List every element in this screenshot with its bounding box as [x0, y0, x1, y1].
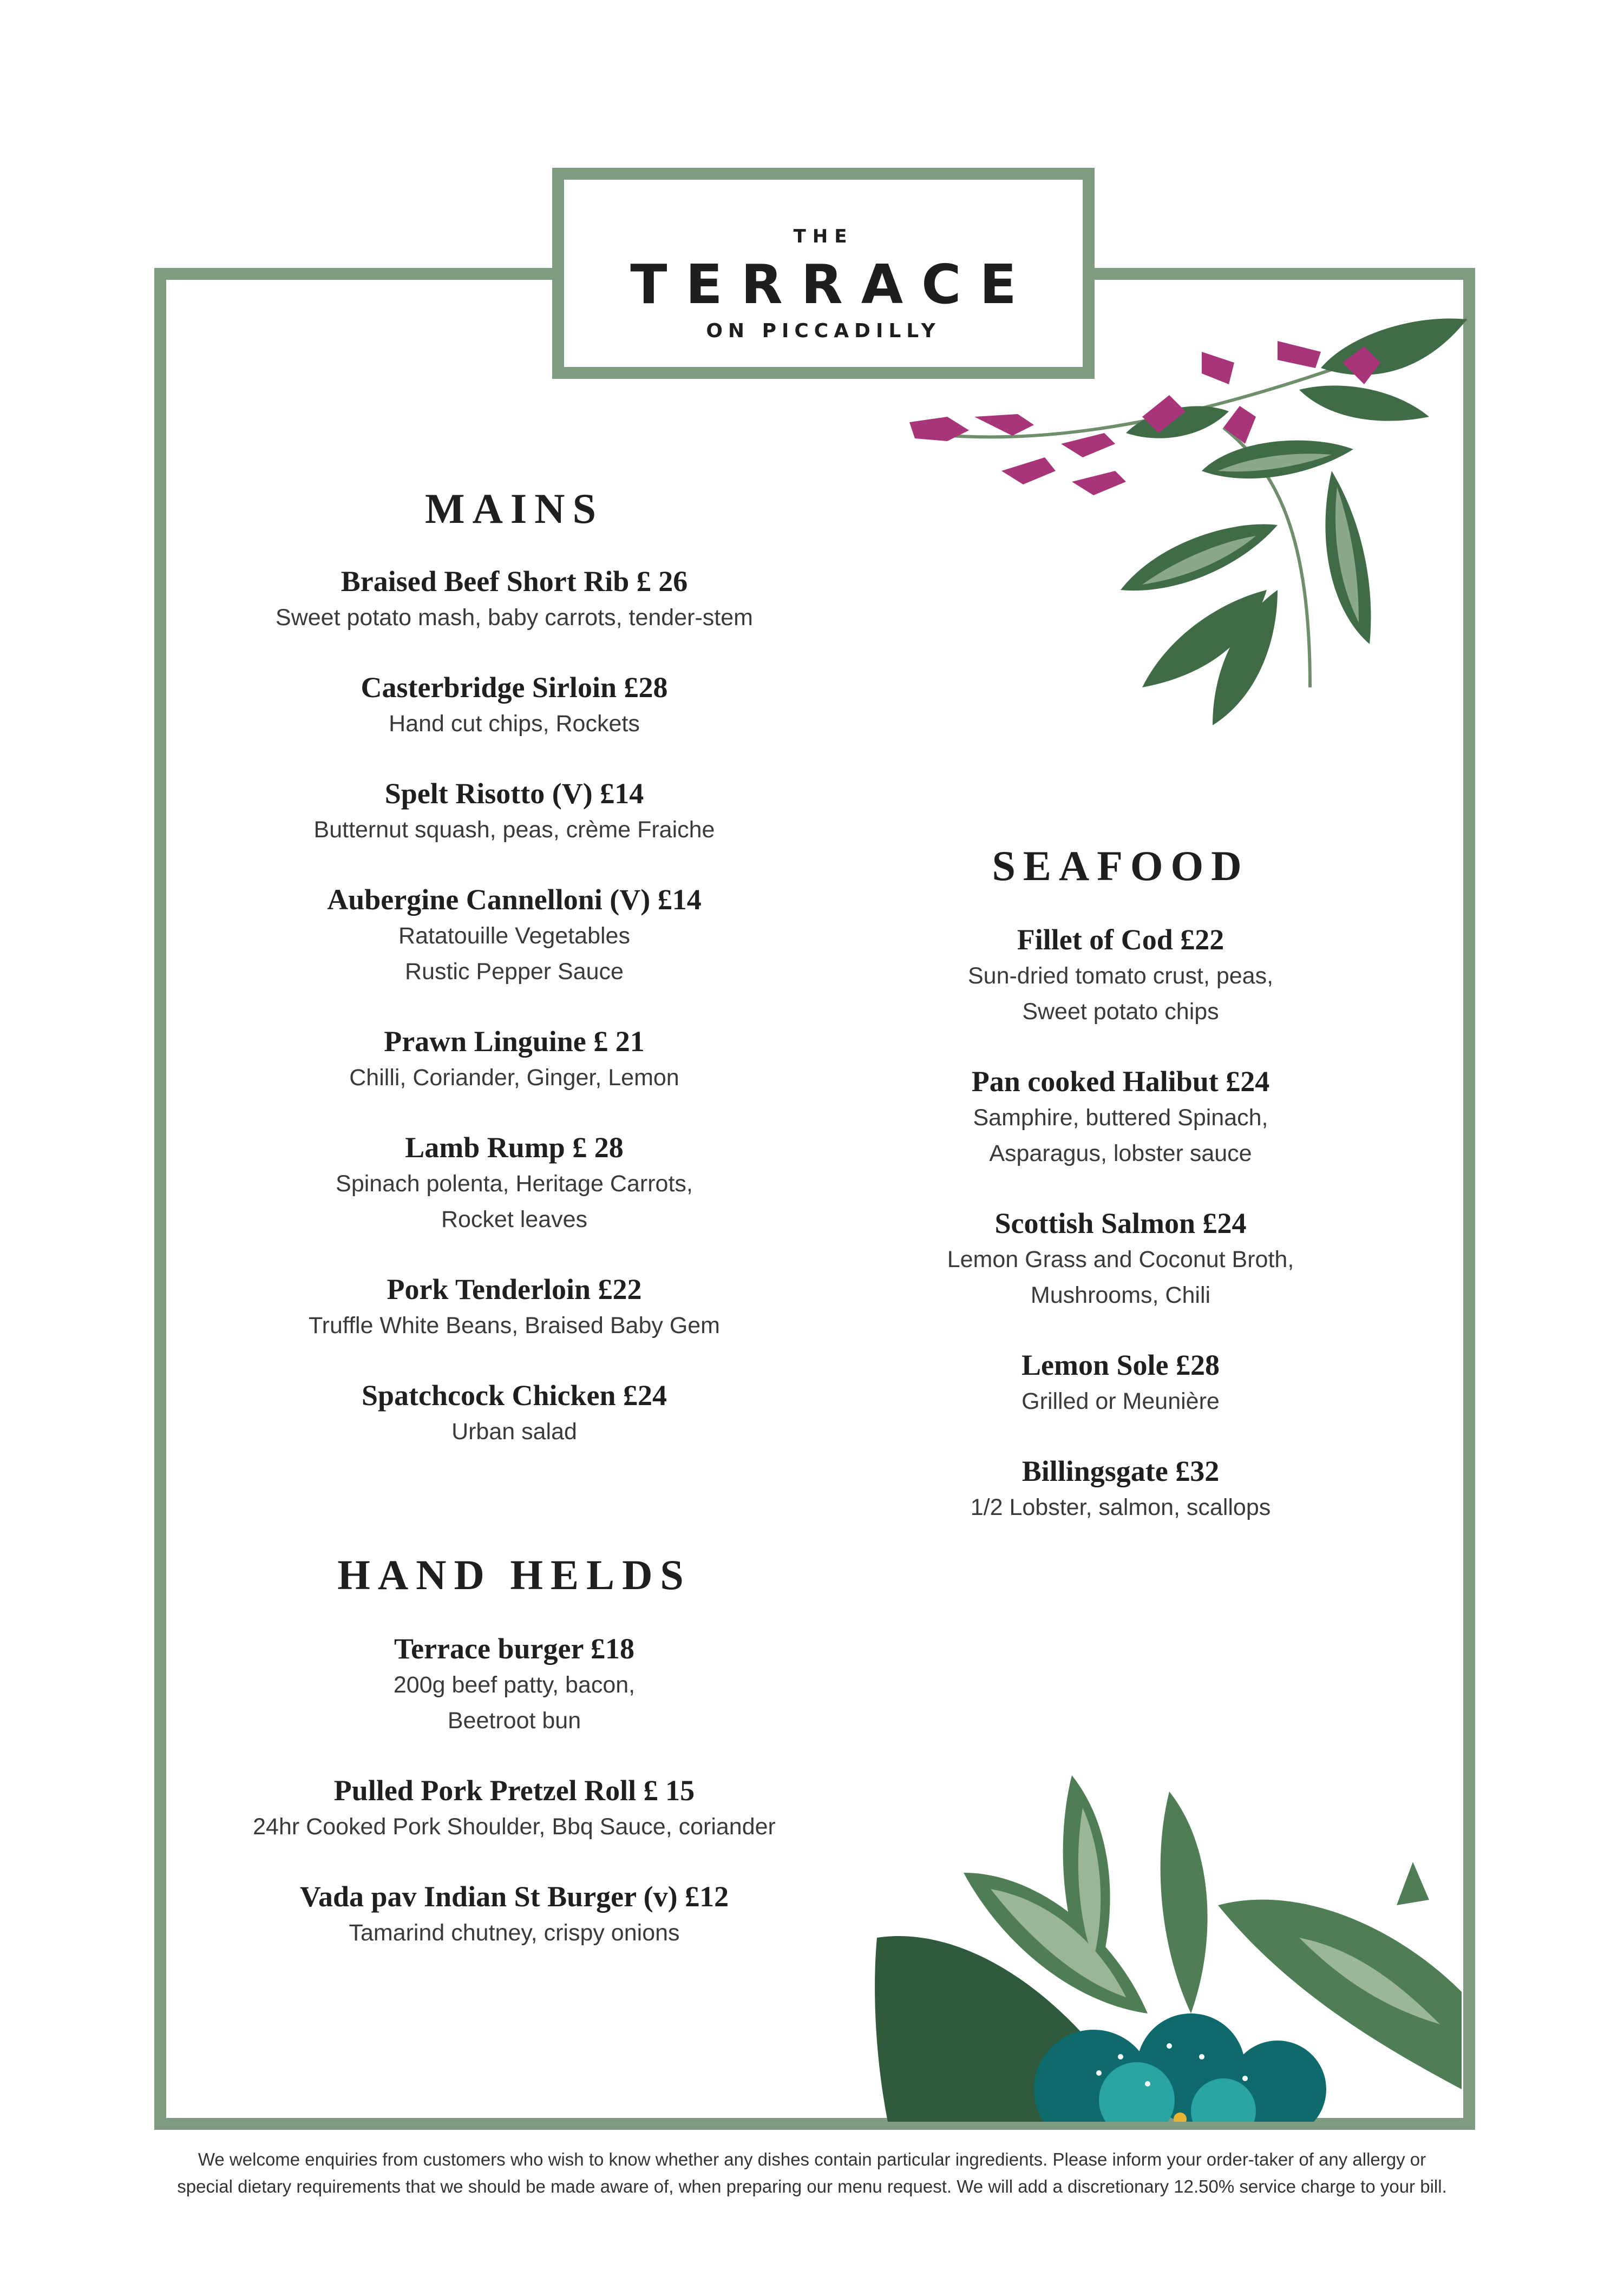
dish-description: Truffle White Beans, Braised Baby Gem [309, 1313, 720, 1339]
dish-description: Urban salad [451, 1419, 577, 1445]
dish-description: Tamarind chutney, crispy onions [349, 1920, 680, 1946]
logo-on-piccadilly: ON PICCADILLY [706, 320, 941, 342]
dish [206, 1271, 823, 1343]
dish-name: Aubergine Cannelloni (V) £14 [327, 883, 702, 916]
dish [206, 881, 823, 989]
dish [844, 1347, 1397, 1419]
dish-description: Samphire, buttered Spinach, [973, 1105, 1268, 1131]
dish-description: Ratatouille Vegetables [398, 923, 630, 949]
allergy-notice [108, 2146, 1516, 2200]
mains-heading: MAINS [424, 485, 604, 532]
dish [844, 921, 1397, 1029]
dish-name: Spatchcock Chicken £24 [361, 1379, 667, 1412]
dish-description: Asparagus, lobster sauce [989, 1140, 1252, 1166]
dish-description: Mushrooms, Chili [1030, 1282, 1211, 1308]
dish-name: Pan cooked Halibut £24 [971, 1065, 1270, 1098]
dish-description: 200g beef patty, bacon, [393, 1672, 636, 1698]
logo-the: THE [793, 226, 854, 247]
dish-name: Prawn Linguine £ 21 [384, 1025, 645, 1058]
dish [195, 1630, 834, 1739]
dish [195, 1772, 834, 1845]
dish [844, 1205, 1397, 1313]
dish-description: Sweet potato chips [1022, 999, 1219, 1025]
dish-name: Billingsgate £32 [1021, 1455, 1220, 1487]
dish-name: Fillet of Cod £22 [1017, 923, 1224, 956]
dish-description: Grilled or Meunière [1021, 1388, 1220, 1414]
dish-description: Hand cut chips, Rockets [389, 711, 640, 737]
dish-name: Pork Tenderloin £22 [387, 1273, 642, 1306]
mains-list [206, 563, 823, 1483]
allergy-notice-line: special dietary requirements that we should be made aware of, when preparing our menu request. We will add a discretionary 12.50% service charge to your bill. [177, 2176, 1447, 2196]
dish [844, 1063, 1397, 1171]
dish-description: Rustic Pepper Sauce [405, 959, 624, 985]
dish-name: Pulled Pork Pretzel Roll £ 15 [333, 1774, 695, 1807]
dish [206, 1377, 823, 1449]
dish-name: Scottish Salmon £24 [994, 1207, 1247, 1239]
dish-name: Braised Beef Short Rib £ 26 [340, 565, 688, 598]
dish-description: Sun-dried tomato crust, peas, [967, 963, 1274, 989]
dish-description: Butternut squash, peas, crème Fraiche [313, 817, 715, 843]
dish [206, 563, 823, 635]
dish-description: 1/2 Lobster, salmon, scallops [970, 1494, 1271, 1520]
dish-name: Lemon Sole £28 [1021, 1349, 1220, 1381]
logo-terrace: TERRACE [630, 253, 1035, 316]
dish [195, 1878, 834, 1951]
dish [844, 1453, 1397, 1525]
dish-description: Sweet potato mash, baby carrots, tender-stem [276, 605, 753, 631]
dish [206, 775, 823, 848]
seafood-list [844, 921, 1397, 1559]
dish [206, 1023, 823, 1095]
dish-description: Spinach polenta, Heritage Carrots, [336, 1171, 693, 1197]
floral-illustration-top [899, 309, 1472, 742]
dish-description: Beetroot bun [447, 1708, 581, 1734]
allergy-notice-line: We welcome enquiries from customers who wish to know whether any dishes contain particular ingredients. Please inform your order-taker of any allergy or [198, 2149, 1426, 2169]
dish-description: Chilli, Coriander, Ginger, Lemon [349, 1065, 679, 1091]
dish [206, 669, 823, 742]
dish-description: Rocket leaves [441, 1206, 588, 1232]
dish-name: Vada pav Indian St Burger (v) £12 [299, 1880, 729, 1913]
floral-illustration-bottom [866, 1764, 1467, 2122]
handhelds-heading: HAND HELDS [337, 1551, 691, 1598]
dish-name: Lamb Rump £ 28 [405, 1131, 624, 1164]
dish-name: Casterbridge Sirloin £28 [361, 671, 668, 704]
dish-description: Lemon Grass and Coconut Broth, [947, 1247, 1294, 1272]
dish [206, 1129, 823, 1237]
dish-name: Spelt Risotto (V) £14 [384, 777, 644, 810]
handhelds-list [195, 1630, 834, 1984]
dish-name: Terrace burger £18 [394, 1632, 634, 1665]
seafood-heading: SEAFOOD [992, 842, 1249, 889]
dish-description: 24hr Cooked Pork Shoulder, Bbq Sauce, coriander [253, 1814, 776, 1840]
